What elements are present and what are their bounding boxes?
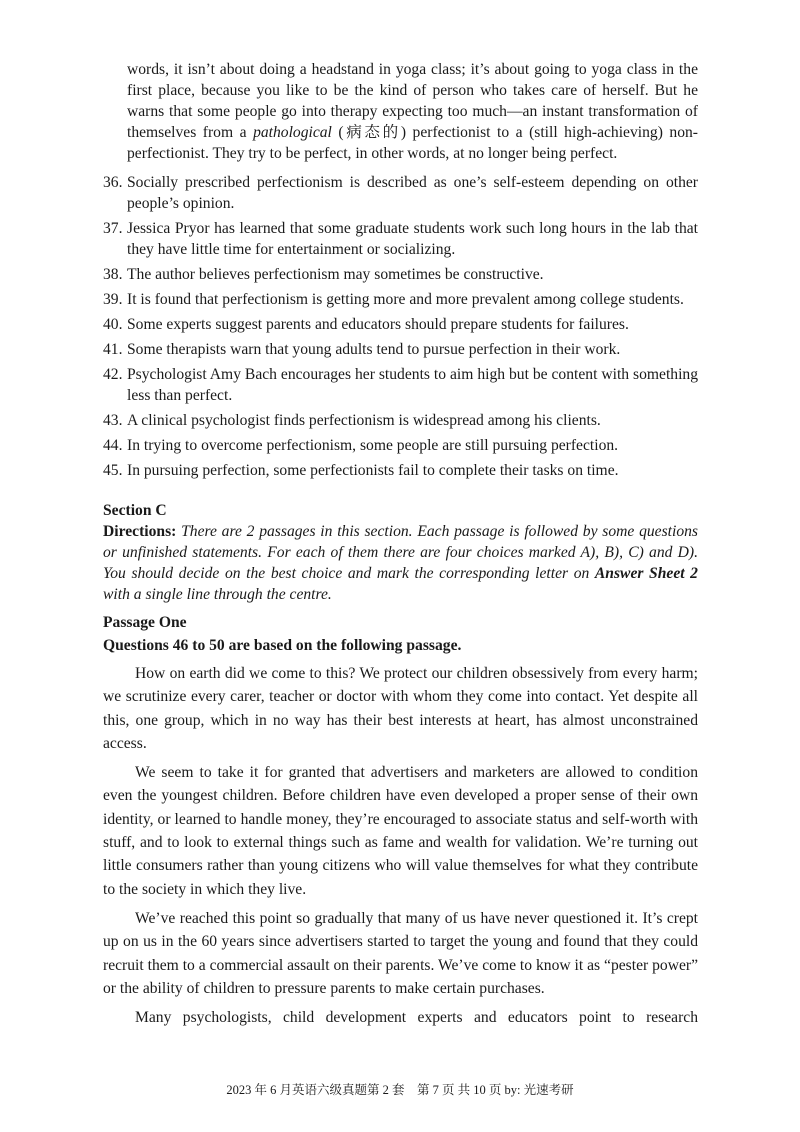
statement-item bbox=[103, 339, 698, 360]
statement-text: Jessica Pryor has learned that some graduate students work such long hours in the lab that they have little time for entertainment or socializing. bbox=[127, 220, 698, 258]
statement-item bbox=[103, 264, 698, 285]
statement-text: A clinical psychologist finds perfectionism is widespread among his clients. bbox=[127, 412, 601, 429]
statement-item bbox=[103, 460, 698, 481]
directions-text: There are 2 passages in this section. Each passage is followed by some questions or unfinished statements. For each of them there are four choices marked A), B), C) and D). You should decide on the best choice and mark the corresponding letter on bbox=[103, 523, 698, 582]
statement-text: In pursuing perfection, some perfectionists fail to complete their tasks on time. bbox=[127, 462, 619, 479]
statement-text: The author believes perfectionism may sometimes be constructive. bbox=[127, 266, 544, 283]
statement-item bbox=[103, 172, 698, 214]
statement-number: 42. bbox=[103, 366, 123, 383]
statement-text: It is found that perfectionism is getting more and more prevalent among college students. bbox=[127, 291, 684, 308]
statement-number: 37. bbox=[103, 220, 123, 237]
statement-number: 41. bbox=[103, 341, 123, 358]
statement-number: 38. bbox=[103, 266, 123, 283]
statement-number: 36. bbox=[103, 174, 123, 191]
passage-paragraph: Many psychologists, child development experts and educators point to research bbox=[135, 1009, 698, 1027]
statement-item bbox=[103, 289, 698, 310]
intro-text: words, it isn’t about doing a headstand in yoga class; it’s about going to yoga class in the first place, because you like to be the kind of person who takes care of herself. But he warns that some people go into therapy expecting too much—an instant transformation of themselves from a bbox=[127, 61, 698, 141]
statement-text: Socially prescribed perfectionism is described as one’s self-esteem depending on other people’s opinion. bbox=[127, 174, 698, 212]
passage-paragraph: We’ve reached this point so gradually that many of us have never questioned it. It’s crept up on us in the 60 years since advertisers started to target the young and found that they could recruit them to a commercial assault on their parents. We’ve come to know it as “pester power” or the ability of children to pressure parents to make certain purchases. bbox=[103, 909, 698, 997]
statement-number: 43. bbox=[103, 412, 123, 429]
directions bbox=[103, 521, 698, 605]
passage-body bbox=[103, 662, 698, 1029]
passage-paragraph: We seem to take it for granted that advertisers and marketers are allowed to condition even the youngest children. Before children have even developed a proper sense of their own identity, or learned to handle money, they’re encouraged to associate status and self-worth with stuff, and to look to external things such as fame and wealth for validation. We’re turning out little consumers rather than young citizens who will value themselves for what they contribute to the society in which they live. bbox=[103, 764, 698, 898]
answer-sheet-ref: Answer Sheet 2 bbox=[594, 565, 698, 582]
document-page bbox=[103, 59, 698, 1029]
statement-text: Some therapists warn that young adults tend to pursue perfection in their work. bbox=[127, 341, 621, 358]
directions-label: Directions: bbox=[103, 523, 177, 540]
intro-text-end: perfectionist to a (still high-achieving) non-perfectionist. They try to be perfect, in other words, at no longer being perfect. bbox=[127, 124, 698, 162]
statement-text: Some experts suggest parents and educators should prepare students for failures. bbox=[127, 316, 629, 333]
statement-number: 44. bbox=[103, 437, 123, 454]
statement-item bbox=[103, 410, 698, 431]
passage-title: Passage One bbox=[103, 614, 187, 631]
statement-item bbox=[103, 314, 698, 335]
intro-paragraph bbox=[103, 59, 698, 164]
intro-gloss: (病态的) bbox=[331, 124, 413, 141]
statement-item bbox=[103, 364, 698, 406]
statement-item bbox=[103, 435, 698, 456]
statement-number: 40. bbox=[103, 316, 123, 333]
page-footer: 2023 年 6 月英语六级真题第 2 套 第 7 页 共 10 页 by: 光速考研 bbox=[226, 1083, 574, 1097]
passage-paragraph: How on earth did we come to this? We protect our children obsessively from every harm; we scrutinize every carer, teacher or doctor with whom they come into contact. Yet despite all this, one group, which in no way has their best interests at heart, has almost unconstrained access. bbox=[103, 665, 698, 752]
statement-text: Psychologist Amy Bach encourages her students to aim high but be content with something less than perfect. bbox=[127, 366, 698, 404]
statement-number: 39. bbox=[103, 291, 123, 308]
section-title: Section C bbox=[103, 502, 167, 519]
statement-text: In trying to overcome perfectionism, some people are still pursuing perfection. bbox=[127, 437, 619, 454]
intro-italic: pathological bbox=[253, 124, 332, 141]
statement-number: 45. bbox=[103, 462, 123, 479]
passage-subtitle: Questions 46 to 50 are based on the following passage. bbox=[103, 637, 462, 654]
statement-list bbox=[103, 172, 698, 481]
directions-text-end: with a single line through the centre. bbox=[103, 586, 332, 603]
statement-item bbox=[103, 218, 698, 260]
